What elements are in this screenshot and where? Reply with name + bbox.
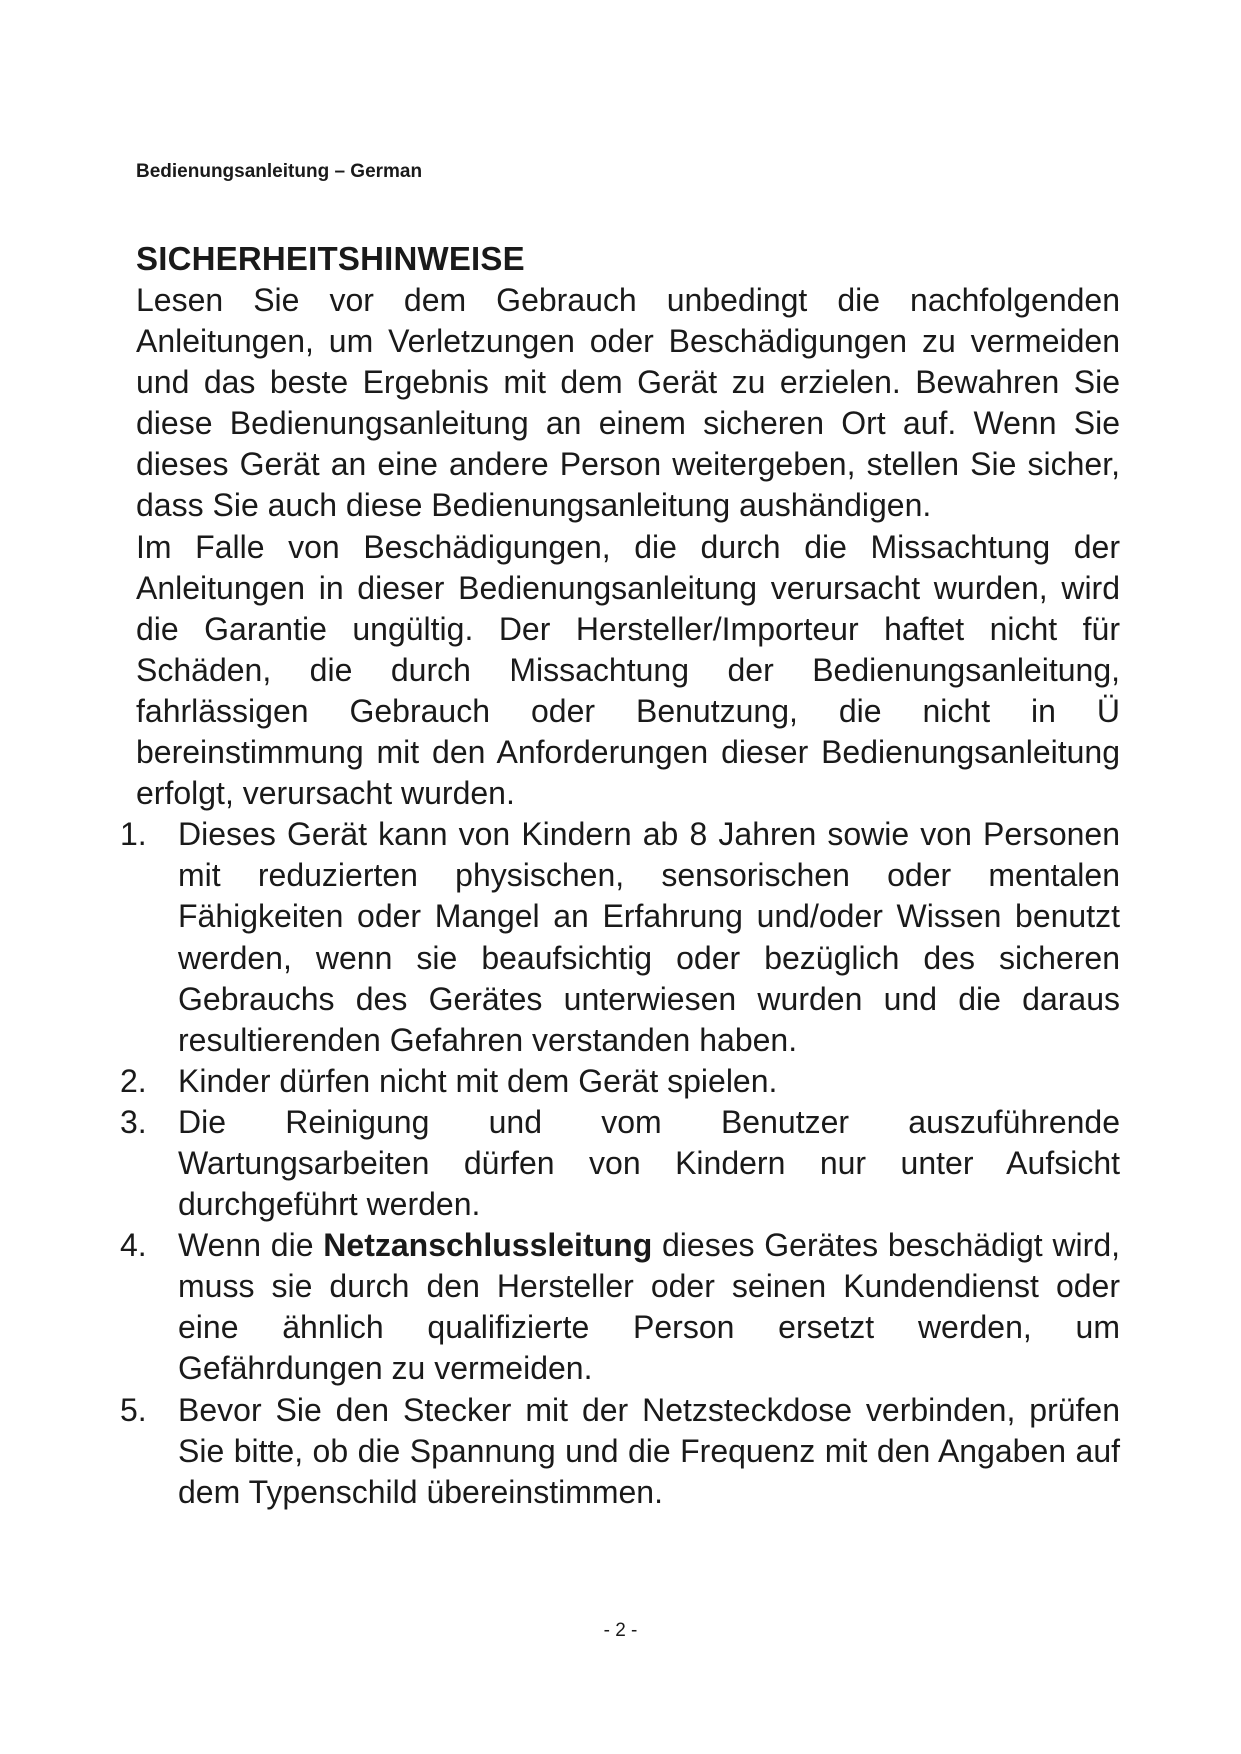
list-item-number: 4. <box>120 1227 147 1264</box>
list-item <box>120 1225 1121 1389</box>
list-item-bold-term: Netzanschlussleitung <box>323 1227 653 1264</box>
list-item-text: Bevor Sie den Stecker mit der Netzsteckdose verbinden, prüfen Sie bitte, ob die Spannung und die Frequenz mit den Angaben auf dem Typenschild übereinstimmen. <box>178 1391 1120 1510</box>
list-item-text: Dieses Gerät kann von Kindern ab 8 Jahren sowie von Personen mit reduzierten physischen, sensorischen oder mentalen Fähigkeiten oder Mangel an Erfahrung und/oder Wissen benutzt werden, wenn sie beaufsichtig oder bezüglich des sicheren Gebrauchs des Gerätes unterwiesen wurden und die daraus resultierenden Gefahren verstanden haben. <box>178 816 1120 1058</box>
list-item <box>120 814 1120 1061</box>
warranty-paragraph: Im Falle von Beschädigungen, die durch die Missachtung der Anleitungen in dieser Bedienungsanleitung verursacht wurden, wird die Garantie ungültig. Der Hersteller/Importeur haftet nicht für Schäden, die durch Missachtung der Bedienungsanleitung, fahrlässigen Gebrauch oder Benutzung, die nicht in Ü bereinstimmung mit den Anforderungen dieser Bedienungsanleitung erfolgt, verursacht wurden. <box>136 528 1120 812</box>
list-item-text: Die Reinigung und vom Benutzer auszuführende Wartungsarbeiten dürfen von Kindern nur unter Aufsicht durchgeführt werden. <box>178 1103 1120 1223</box>
section-title: SICHERHEITSHINWEISE <box>136 240 525 277</box>
list-item-text-post: dieses Gerätes beschädigt wird, muss sie durch den Hersteller oder seinen Kundendienst oder eine ähnlich qualifizierte Person ersetzt werden, um Gefährdungen zu vermeiden. <box>178 1227 1121 1387</box>
list-item <box>120 1390 1120 1513</box>
list-item-text-pre: Wenn die <box>178 1227 324 1264</box>
list-item-text: Kinder dürfen nicht mit dem Gerät spielen. <box>178 1062 778 1099</box>
list-item-number: 1. <box>120 816 147 853</box>
safety-list <box>120 814 1121 1513</box>
document-header: Bedienungsanleitung – German <box>136 161 423 182</box>
list-item-number: 5. <box>120 1391 147 1428</box>
safety-section <box>120 238 1121 1513</box>
list-item <box>120 1061 1120 1102</box>
list-item <box>120 1102 1120 1225</box>
list-item-number: 2. <box>120 1062 147 1099</box>
list-item-number: 3. <box>120 1103 147 1140</box>
intro-paragraph: Lesen Sie vor dem Gebrauch unbedingt die nachfolgenden Anleitungen, um Verletzungen oder Beschädigungen zu vermeiden und das beste Ergebnis mit dem Gerät zu erzielen. Bewahren Sie diese Bedienungsanleitung an einem sicheren Ort auf. Wenn Sie dieses Gerät an eine andere Person weitergeben, stellen Sie sicher, dass Sie auch diese Bedienungsanleitung aushändigen. <box>136 282 1120 524</box>
page-number: - 2 - <box>603 1620 638 1641</box>
